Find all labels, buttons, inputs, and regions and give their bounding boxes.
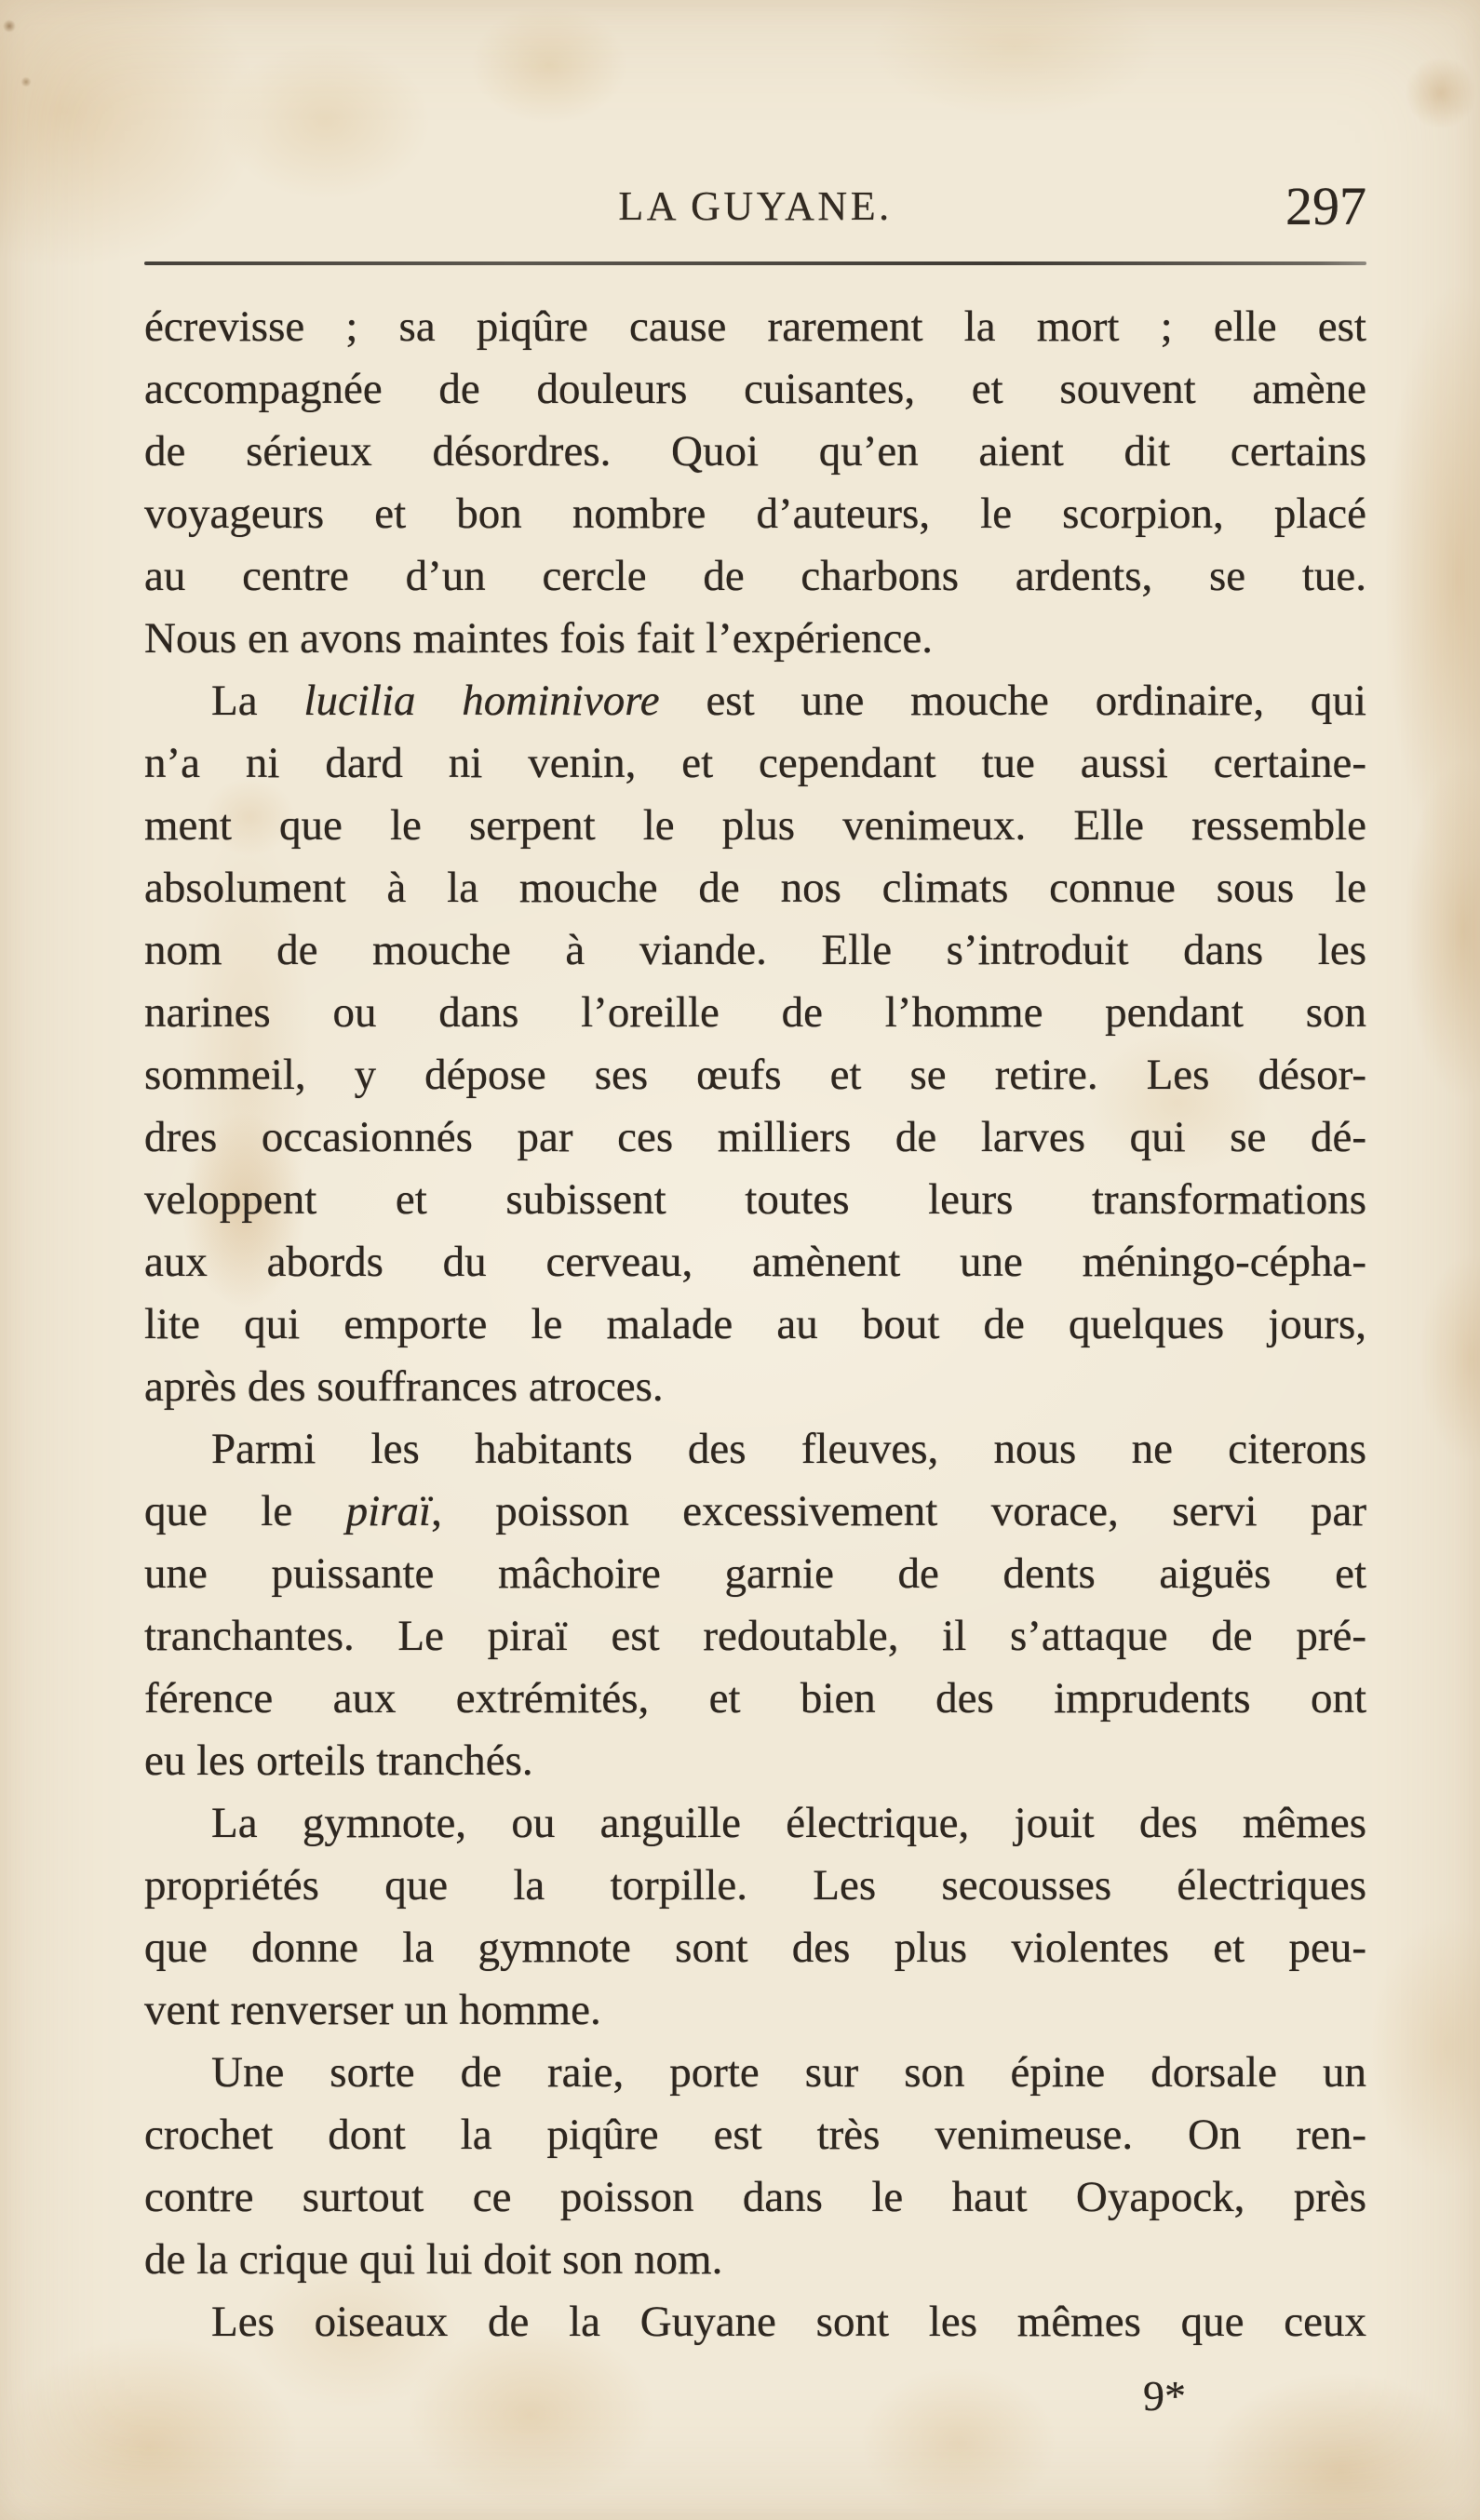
text-segment: après des souffrances atroces.	[144, 1362, 664, 1411]
text-line	[144, 857, 1366, 919]
text-line	[144, 296, 1366, 358]
text-line	[144, 483, 1366, 545]
text-segment: veloppent et subissent toutes leurs transformations	[144, 1175, 1366, 1224]
text-line	[144, 1979, 1366, 2042]
text-line	[144, 1481, 1366, 1543]
header-rule	[144, 261, 1366, 265]
signature-mark: 9*	[1143, 2372, 1186, 2419]
text-segment: de la crique qui lui doit son nom.	[144, 2235, 723, 2284]
text-segment: au centre d’un cercle de charbons ardents, se tue.	[144, 552, 1366, 600]
text-line	[144, 1169, 1366, 1231]
text-segment: eu les orteils tranchés.	[144, 1736, 533, 1785]
text-segment: Les oiseaux de la Guyane sont les mêmes que ceux	[211, 2298, 1366, 2346]
text-line	[144, 1294, 1366, 1356]
text-line	[144, 670, 1366, 732]
paragraph	[144, 2042, 1366, 2291]
text-line	[144, 1543, 1366, 1605]
text-line	[144, 1106, 1366, 1169]
paragraph	[144, 296, 1366, 670]
text-line	[144, 2166, 1366, 2229]
text-line	[144, 608, 1366, 670]
text-line	[144, 1356, 1366, 1418]
text-line	[144, 2291, 1366, 2353]
text-line	[144, 545, 1366, 608]
text-segment: lite qui emporte le malade au bout de quelques jours,	[144, 1300, 1366, 1348]
text-line	[144, 732, 1366, 795]
text-line	[144, 795, 1366, 857]
text-segment: une puissante mâchoire garnie de dents aiguës et	[144, 1549, 1366, 1598]
text-segment: que donne la gymnote sont des plus violentes et peu-	[144, 1924, 1366, 1972]
text-segment: La gymnote, ou anguille électrique, jouit des mêmes	[211, 1799, 1366, 1847]
paragraph	[144, 2291, 1366, 2353]
text-line	[144, 1044, 1366, 1106]
text-segment: Parmi les habitants des fleuves, nous ne citerons	[211, 1425, 1366, 1473]
text-segment: nom de mouche à viande. Elle s’introduit dans les	[144, 926, 1366, 974]
italic-text-segment: piraï	[345, 1487, 432, 1535]
text-segment: sommeil, y dépose ses œufs et se retire. Les désor-	[144, 1051, 1366, 1099]
text-segment: contre surtout ce poisson dans le haut Oyapock, près	[144, 2173, 1366, 2221]
text-line	[144, 1917, 1366, 1979]
text-segment: La	[211, 677, 304, 725]
text-segment: est une mouche ordinaire, qui	[659, 677, 1366, 725]
text-line	[144, 982, 1366, 1044]
text-segment: écrevisse ; sa piqûre cause rarement la mort ; elle est	[144, 302, 1366, 351]
text-segment: n’a ni dard ni venin, et cependant tue aussi certaine-	[144, 739, 1366, 787]
text-line	[144, 1668, 1366, 1730]
page-number: 297	[1285, 176, 1366, 236]
paragraph	[144, 1418, 1366, 1792]
text-line	[144, 2042, 1366, 2104]
text-line	[144, 1605, 1366, 1668]
text-line	[144, 1792, 1366, 1855]
text-line	[144, 1730, 1366, 1792]
text-segment: propriétés que la torpille. Les secousses électriques	[144, 1861, 1366, 1910]
text-segment: accompagnée de douleurs cuisantes, et souvent amène	[144, 365, 1366, 413]
text-line	[144, 2104, 1366, 2166]
text-segment: , poisson excessivement vorace, servi par	[431, 1487, 1366, 1535]
paragraph	[144, 670, 1366, 1418]
italic-text-segment: lucilia hominivore	[303, 677, 660, 725]
text-segment: ment que le serpent le plus venimeux. Elle ressemble	[144, 801, 1366, 850]
paragraph	[144, 1792, 1366, 2042]
text-segment: Une sorte de raie, porte sur son épine dorsale un	[211, 2048, 1366, 2097]
text-segment: absolument à la mouche de nos climats connue sous le	[144, 864, 1366, 912]
text-segment: férence aux extrémités, et bien des imprudents ont	[144, 1674, 1366, 1722]
text-line	[144, 1855, 1366, 1917]
text-line	[144, 919, 1366, 982]
text-segment: crochet dont la piqûre est très venimeuse. On ren-	[144, 2111, 1366, 2159]
page-text	[144, 296, 1366, 2353]
text-segment: Nous en avons maintes fois fait l’expérience.	[144, 614, 934, 663]
text-segment: tranchantes. Le piraï est redoutable, il s’attaque de pré-	[144, 1612, 1366, 1660]
text-segment: vent renverser un homme.	[144, 1986, 601, 2034]
running-title: LA GUYANE.	[618, 183, 893, 229]
text-line	[144, 1231, 1366, 1294]
text-segment: narines ou dans l’oreille de l’homme pendant son	[144, 988, 1366, 1037]
text-segment: de sérieux désordres. Quoi qu’en aient dit certains	[144, 427, 1366, 476]
text-line	[144, 1418, 1366, 1481]
text-segment: que le	[144, 1487, 346, 1535]
text-line	[144, 358, 1366, 421]
text-segment: aux abords du cerveau, amènent une méningo-cépha-	[144, 1238, 1366, 1286]
text-line	[144, 2229, 1366, 2291]
text-segment: dres occasionnés par ces milliers de larves qui se dé-	[144, 1113, 1366, 1161]
text-line	[144, 421, 1366, 483]
text-segment: voyageurs et bon nombre d’auteurs, le scorpion, placé	[144, 489, 1366, 538]
